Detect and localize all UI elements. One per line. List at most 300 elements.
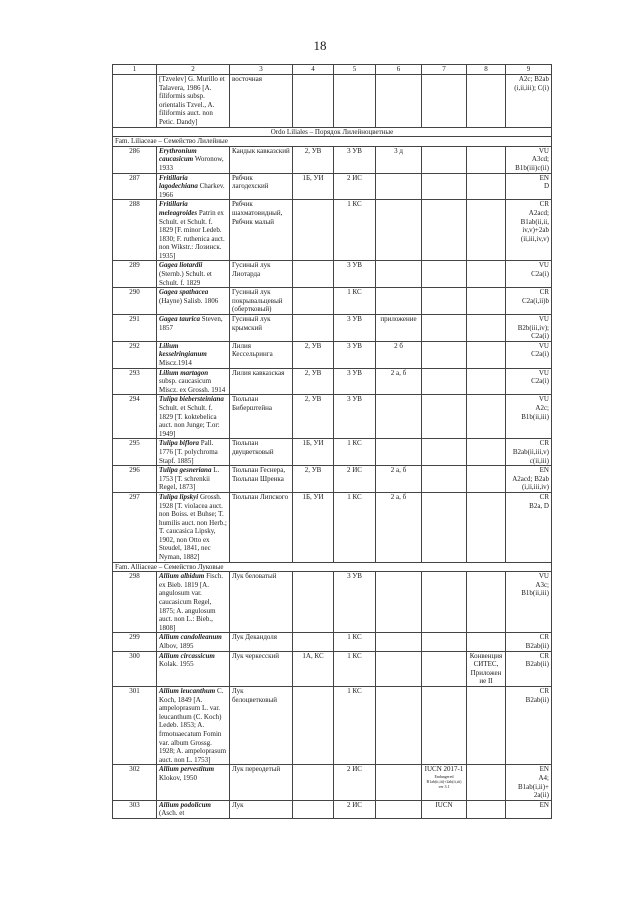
- species-row: [113, 173, 552, 200]
- russia-status-text: 2, УВ: [304, 466, 322, 475]
- iucn-global: [422, 173, 467, 200]
- region-category-text: 1 КС: [347, 288, 362, 297]
- iucn-criteria: [506, 466, 552, 493]
- region-category-text: 3 УВ: [347, 572, 362, 581]
- criteria-line: A3cd;: [531, 155, 549, 164]
- region-category-text: 1 КС: [347, 633, 362, 642]
- scientific-name: Tulipa biflora: [159, 439, 199, 448]
- species-row: [113, 765, 552, 800]
- scientific-name: Lilium kesselringianum: [159, 341, 207, 359]
- author-synonyms: Charkev. 1966: [159, 182, 225, 199]
- species-number: 293: [113, 368, 157, 395]
- region-category-text: 3 УВ: [347, 146, 362, 155]
- author-synonyms: Albov, 1895: [159, 642, 194, 650]
- continuation-row: [113, 75, 552, 128]
- criteria-line: VU: [538, 261, 549, 270]
- species-row: [113, 492, 552, 562]
- family-heading: Fam. Alliaceae – Семейство Луковые: [113, 562, 552, 572]
- page-number: 18: [313, 38, 327, 53]
- author-synonyms: C. Koch, 1849 [A. ampeloprasum L. var. leucanthum (C. Koch) Ledeb. 1853; A. frmotuaecatum Fomin var. album Grossg. 1928; A. ampeloprasum auct. non L. 1753]: [159, 686, 227, 764]
- scientific-name-cell: [157, 200, 230, 261]
- species-number: 291: [113, 315, 157, 342]
- criteria-line: CR: [539, 651, 549, 660]
- russia-status: [293, 341, 334, 368]
- species-number: 286: [113, 146, 157, 173]
- russian-name: Лук белоцветковый: [230, 686, 293, 764]
- convention-note: [467, 765, 506, 800]
- russia-status: [293, 395, 334, 439]
- region-category-text: 2 ИС: [347, 466, 362, 475]
- author-synonyms: subsp. caucasicum Miscz. ex Grossh. 1914: [159, 377, 226, 394]
- russian-name: Лилия Кессельринга: [230, 341, 293, 368]
- criteria-line: C2a(i,ii)b: [521, 296, 549, 305]
- column-number: 4: [293, 65, 334, 75]
- species-row: [113, 368, 552, 395]
- species-row: [113, 315, 552, 342]
- scientific-name-cell: [157, 633, 230, 651]
- species-row: [113, 651, 552, 686]
- criteria-line: C2a(i): [531, 270, 549, 279]
- russia-status: [293, 200, 334, 261]
- russia-status: [293, 368, 334, 395]
- iucn-global: [422, 800, 467, 818]
- species-number: 289: [113, 261, 157, 288]
- russia-status-text: 2, УВ: [304, 146, 322, 155]
- species-row: [113, 200, 552, 261]
- russian-name: Гусиный лук крымский: [230, 315, 293, 342]
- column-number: 2: [157, 65, 230, 75]
- iucn-criteria: [506, 633, 552, 651]
- criteria-line: CR: [539, 439, 549, 448]
- iucn-criteria: [506, 341, 552, 368]
- iucn-criteria: [506, 261, 552, 288]
- region-category-text: 2 ИС: [347, 765, 362, 774]
- russia-status: [293, 261, 334, 288]
- scientific-name-cell: [157, 439, 230, 466]
- russian-name: Тюльпан Липского: [230, 492, 293, 562]
- column-number: 6: [376, 65, 422, 75]
- species-row: [113, 800, 552, 818]
- bern-appendix: [376, 288, 422, 315]
- convention-note: [467, 368, 506, 395]
- iucn-global: [422, 572, 467, 633]
- column-number: 9: [506, 65, 552, 75]
- iucn-global: [422, 466, 467, 493]
- scientific-name: Gagea taurica: [159, 315, 201, 324]
- column-number: 3: [230, 65, 293, 75]
- criteria-line: EN: [539, 173, 549, 182]
- author-synonyms: Grossh. 1928 [T. violacea auct. non Boiss. et Buhse; T. humilis auct. non Herb.; T. caucasica Lipsky, 1902, non Otto ex Steudel, 1841, nec Nyman, 1882]: [159, 492, 227, 562]
- species-number: 294: [113, 395, 157, 439]
- criteria-line: (i,ii,iii,iv): [521, 483, 549, 492]
- russian-name-cell: восточная: [230, 75, 293, 128]
- convention-note-text: Конвенция СИТЕС, Приложение II: [469, 651, 503, 686]
- species-row: [113, 633, 552, 651]
- species-number: 300: [113, 651, 157, 686]
- region-category: [334, 315, 376, 342]
- criteria-line: B2ab(ii,iii,v): [512, 447, 549, 456]
- iucn-criteria-cell: A2c; B2ab (i,ii,iii); C(i): [506, 75, 552, 128]
- scientific-name-cell: [157, 651, 230, 686]
- species-row: [113, 466, 552, 493]
- convention-note: [467, 341, 506, 368]
- column-number: 7: [422, 65, 467, 75]
- iucn-global: [422, 439, 467, 466]
- russian-name: Тюльпан Геснера, Тюльпан Шренка: [230, 466, 293, 493]
- criteria-line: c(ii,iii): [529, 456, 549, 465]
- author-synonyms: Patrin ex Schult. et Schult. f. 1829 [F. minor Ledeb. 1830; F. ruthenica auct. non Wikstr.: Лозинск. 1935]: [159, 208, 225, 260]
- region-category-text: 1 КС: [347, 439, 362, 448]
- iucn-global-detail: Endangered B1ab(ii,iii)+2ab(ii,iii) ver 3.1: [426, 773, 462, 789]
- region-category: [334, 261, 376, 288]
- criteria-line: B2ab(ii): [525, 695, 549, 704]
- russia-status: [293, 439, 334, 466]
- iucn-global-text: IUCN 2017-1: [424, 765, 464, 774]
- scientific-name: Allium albidum: [159, 572, 205, 581]
- species-row: [113, 395, 552, 439]
- scientific-name: Fritillaria meleagroides: [159, 200, 198, 217]
- region-category: [334, 173, 376, 200]
- criteria-line: iv,v)+2ab: [522, 226, 549, 235]
- scientific-name: Lilium martagon: [159, 368, 209, 377]
- criteria-line: A2acd; B2ab: [512, 474, 549, 483]
- species-number: 298: [113, 572, 157, 633]
- region-category: [334, 800, 376, 818]
- iucn-global: [422, 288, 467, 315]
- bern-appendix-text: 2 б: [394, 341, 403, 350]
- bern-appendix: [376, 439, 422, 466]
- convention-note: [467, 173, 506, 200]
- convention-note: [467, 200, 506, 261]
- criteria-line: A4; B1ab(i,ii)+: [518, 773, 549, 791]
- region-category: [334, 651, 376, 686]
- russia-status: [293, 492, 334, 562]
- column-number-row: [113, 65, 552, 75]
- species-row: [113, 572, 552, 633]
- scientific-name: Allium leucanthum: [159, 686, 216, 695]
- region-category: [334, 395, 376, 439]
- scientific-name-cell: [157, 765, 230, 800]
- russian-name: Гусиный лук Лиотарда: [230, 261, 293, 288]
- iucn-criteria: [506, 800, 552, 818]
- russia-status-text: 1Б, УИ: [302, 439, 324, 448]
- convention-note: [467, 315, 506, 342]
- iucn-criteria: [506, 315, 552, 342]
- region-category-text: 3 УВ: [347, 368, 362, 377]
- russian-name: Гусиный лук покрывальцевый (обертковый): [230, 288, 293, 315]
- species-number: 303: [113, 800, 157, 818]
- scientific-name-cell: [157, 466, 230, 493]
- criteria-line: C2a(i): [531, 332, 549, 341]
- russia-status: [293, 146, 334, 173]
- criteria-line: C2a(i): [531, 350, 549, 359]
- criteria-line: CR: [539, 288, 549, 297]
- russia-status-text: 1Б, УИ: [302, 173, 324, 182]
- author-synonyms: Schult. et Schult. f. 1829 [T. koktebelica auct. non Junge; T.or: 1949]: [159, 403, 220, 438]
- scientific-name: Allium circassicum: [159, 651, 215, 660]
- convention-note: [467, 466, 506, 493]
- author-synonyms: Steven, 1857: [159, 315, 223, 332]
- bern-appendix: [376, 765, 422, 800]
- bern-appendix: [376, 200, 422, 261]
- bern-appendix: [376, 633, 422, 651]
- russia-status: [293, 288, 334, 315]
- scientific-name: Tulipa lipskyi: [159, 492, 199, 501]
- convention-note: [467, 395, 506, 439]
- russia-status: [293, 765, 334, 800]
- author-synonyms: (Sternb.) Schult. et Schult. f. 1829: [159, 270, 212, 287]
- region-category: [334, 200, 376, 261]
- bern-appendix-text: 2 а, б: [390, 466, 407, 475]
- russia-status: [293, 651, 334, 686]
- iucn-global: [422, 146, 467, 173]
- family-heading: Fam. Liliaceae – Семейство Лилейные: [113, 137, 552, 147]
- scientific-name-cell: [157, 261, 230, 288]
- column-number: 1: [113, 65, 157, 75]
- iucn-criteria: [506, 651, 552, 686]
- criteria-line: VU: [538, 341, 549, 350]
- bern-appendix-text: 2 а, б: [390, 492, 407, 501]
- scientific-name: Gagea liotardii: [159, 261, 203, 270]
- convention-note: [467, 261, 506, 288]
- iucn-criteria: [506, 146, 552, 173]
- scientific-name: Tulipa biebersteiniana: [159, 395, 224, 404]
- russia-status: [293, 466, 334, 493]
- bern-appendix: [376, 368, 422, 395]
- iucn-global: [422, 492, 467, 562]
- region-category-text: 3 УВ: [347, 341, 362, 350]
- criteria-line: A2c;: [535, 403, 549, 412]
- criteria-line: B2a, D: [529, 501, 549, 510]
- author-synonyms: Miscz.1914: [159, 359, 192, 367]
- russian-name: Лук: [230, 800, 293, 818]
- iucn-criteria: [506, 439, 552, 466]
- criteria-line: CR: [539, 686, 549, 695]
- region-category-text: 1 КС: [347, 686, 362, 695]
- species-row: [113, 686, 552, 764]
- criteria-line: 2a(ii): [533, 791, 549, 800]
- convention-note: [467, 633, 506, 651]
- bern-appendix: [376, 395, 422, 439]
- author-synonyms: (Asch. et: [159, 809, 185, 818]
- russian-name: Рябчик шахматовидный, Рябчик малый: [230, 200, 293, 261]
- russian-name: Тюльпан Биберштейна: [230, 395, 293, 439]
- bern-appendix: [376, 261, 422, 288]
- species-row: [113, 288, 552, 315]
- species-number: 299: [113, 633, 157, 651]
- criteria-line: EN: [539, 466, 549, 475]
- red-list-table: [112, 64, 552, 819]
- species-number: 296: [113, 466, 157, 493]
- region-category: [334, 633, 376, 651]
- region-category-text: 2 ИС: [347, 173, 362, 182]
- russia-status-text: 2, УВ: [304, 341, 322, 350]
- russia-status: [293, 572, 334, 633]
- criteria-line: A3c;: [535, 580, 549, 589]
- bern-appendix-text: приложение: [380, 315, 417, 324]
- convention-note: [467, 492, 506, 562]
- bern-appendix: [376, 466, 422, 493]
- region-category: [334, 686, 376, 764]
- iucn-criteria: [506, 200, 552, 261]
- scientific-name-cell: [157, 341, 230, 368]
- iucn-criteria: [506, 765, 552, 800]
- criteria-line: CR: [539, 492, 549, 501]
- species-number: 287: [113, 173, 157, 200]
- region-category: [334, 572, 376, 633]
- criteria-line: VU: [538, 146, 549, 155]
- region-category: [334, 439, 376, 466]
- scientific-name: Allium podolicum: [159, 800, 211, 809]
- family-heading-row: [113, 562, 552, 572]
- species-number: 297: [113, 492, 157, 562]
- russian-name: Тюльпан двуцветковый: [230, 439, 293, 466]
- author-synonyms: Woronow, 1933: [159, 155, 224, 172]
- russia-status-text: 2, УВ: [304, 395, 322, 404]
- iucn-criteria: [506, 686, 552, 764]
- bern-appendix-text: 3 д: [394, 146, 403, 155]
- scientific-name: Allium pervestitum: [159, 765, 215, 774]
- iucn-global: [422, 395, 467, 439]
- column-number: 8: [467, 65, 506, 75]
- convention-note: [467, 146, 506, 173]
- region-category-text: 3 УВ: [347, 315, 362, 324]
- criteria-line: B2ab(ii): [525, 660, 549, 669]
- region-category-text: 1 КС: [347, 651, 362, 660]
- iucn-global: [422, 765, 467, 800]
- synonym-cell: [Tzvelev] G. Murillo et Talavera, 1986 [A. filiformis subsp. orientalis Tzvel., A. filiformis auct. non Petic. Dandy]: [157, 75, 230, 128]
- convention-note: [467, 288, 506, 315]
- species-number: 290: [113, 288, 157, 315]
- author-synonyms: Fisch. ex Bieb. 1819 [A. angulosum var. caucasicum Regel, 1875; A. angulosum auct. non L.: Bieb., 1808]: [159, 572, 223, 632]
- russia-status: [293, 315, 334, 342]
- iucn-global: [422, 200, 467, 261]
- scientific-name-cell: [157, 572, 230, 633]
- convention-note: [467, 439, 506, 466]
- criteria-line: (ii,iii,iv,v): [520, 234, 549, 243]
- region-category-text: 3 УВ: [347, 261, 362, 270]
- bern-appendix-text: 2 а, б: [390, 368, 407, 377]
- russia-status-text: 1А, КС: [302, 651, 324, 660]
- author-synonyms: (Hayne) Salisb. 1806: [159, 296, 219, 305]
- bern-appendix: [376, 341, 422, 368]
- scientific-name-cell: [157, 492, 230, 562]
- region-category: [334, 765, 376, 800]
- russian-name: Кандык кавказский: [230, 146, 293, 173]
- iucn-global: [422, 341, 467, 368]
- russian-name: Лилия кавказская: [230, 368, 293, 395]
- region-category: [334, 368, 376, 395]
- russia-status: [293, 173, 334, 200]
- iucn-criteria: [506, 173, 552, 200]
- iucn-criteria: [506, 572, 552, 633]
- species-row: [113, 439, 552, 466]
- russia-status: [293, 800, 334, 818]
- russia-status-text: 1Б, УИ: [302, 492, 324, 501]
- russian-name: Лук переодетый: [230, 765, 293, 800]
- convention-note: [467, 651, 506, 686]
- scientific-name: Allium candolleanum: [159, 633, 222, 642]
- author-synonyms: Kolak. 1955: [159, 660, 194, 669]
- region-category-text: 3 УВ: [347, 395, 362, 404]
- bern-appendix: [376, 315, 422, 342]
- bern-appendix: [376, 686, 422, 764]
- region-category: [334, 288, 376, 315]
- family-heading-row: [113, 137, 552, 147]
- scientific-name: Fritillaria lagodechiana: [159, 173, 198, 191]
- russia-status: [293, 686, 334, 764]
- iucn-global: [422, 633, 467, 651]
- iucn-global: [422, 315, 467, 342]
- russian-name: Лук Декандоля: [230, 633, 293, 651]
- scientific-name: Gagea spathacea: [159, 288, 209, 297]
- column-number: 5: [334, 65, 376, 75]
- criteria-line: VU: [538, 368, 549, 377]
- scientific-name-cell: [157, 146, 230, 173]
- criteria-line: B1b(ii,iii): [521, 412, 549, 421]
- iucn-criteria: [506, 492, 552, 562]
- iucn-global: [422, 261, 467, 288]
- scientific-name-cell: [157, 173, 230, 200]
- criteria-line: VU: [538, 395, 549, 404]
- russian-name: Лук беловатый: [230, 572, 293, 633]
- iucn-global: [422, 686, 467, 764]
- scientific-name-cell: [157, 315, 230, 342]
- region-category-text: 2 ИС: [347, 800, 362, 809]
- criteria-line: EN: [539, 765, 549, 774]
- species-row: [113, 261, 552, 288]
- criteria-line: C2a(i): [531, 377, 549, 386]
- iucn-criteria: [506, 288, 552, 315]
- bern-appendix: [376, 173, 422, 200]
- criteria-line: B2b(iii,iv);: [517, 323, 549, 332]
- scientific-name-cell: [157, 368, 230, 395]
- russian-name: Лук черкесский: [230, 651, 293, 686]
- scientific-name: Erythronium caucasicum: [159, 146, 197, 164]
- convention-note: [467, 572, 506, 633]
- bern-appendix: [376, 800, 422, 818]
- author-synonyms: Klokov, 1950: [159, 773, 198, 782]
- convention-note: [467, 686, 506, 764]
- species-number: 301: [113, 686, 157, 764]
- order-heading-row: [113, 127, 552, 137]
- species-number: 295: [113, 439, 157, 466]
- scientific-name-cell: [157, 288, 230, 315]
- criteria-line: VU: [538, 315, 549, 324]
- russian-name: Рябчик лагодехский: [230, 173, 293, 200]
- iucn-global: [422, 368, 467, 395]
- region-category: [334, 146, 376, 173]
- criteria-line: A2acd; B1ab(ii,ii,: [520, 208, 549, 226]
- region-category-text: 1 КС: [347, 200, 362, 209]
- author-synonyms: L. 1753 [T. schrenkii Regel, 1873]: [159, 466, 220, 492]
- russia-status: [293, 633, 334, 651]
- species-number: 292: [113, 341, 157, 368]
- author-synonyms: Pall. 1776 [T. polychroma Stapf. 1885]: [159, 439, 218, 465]
- criteria-line: D: [543, 182, 549, 191]
- criteria-line: VU: [538, 572, 549, 581]
- iucn-criteria: [506, 395, 552, 439]
- bern-appendix: [376, 146, 422, 173]
- region-category-text: 1 КС: [347, 492, 362, 501]
- iucn-global: [422, 651, 467, 686]
- russia-status-text: 2, УВ: [304, 368, 322, 377]
- order-heading: Ordo Liliales – Порядок Лилейноцветные: [113, 127, 552, 137]
- region-category: [334, 492, 376, 562]
- species-number: 302: [113, 765, 157, 800]
- iucn-global-text: IUCN: [435, 800, 453, 809]
- num-cell: [113, 75, 157, 128]
